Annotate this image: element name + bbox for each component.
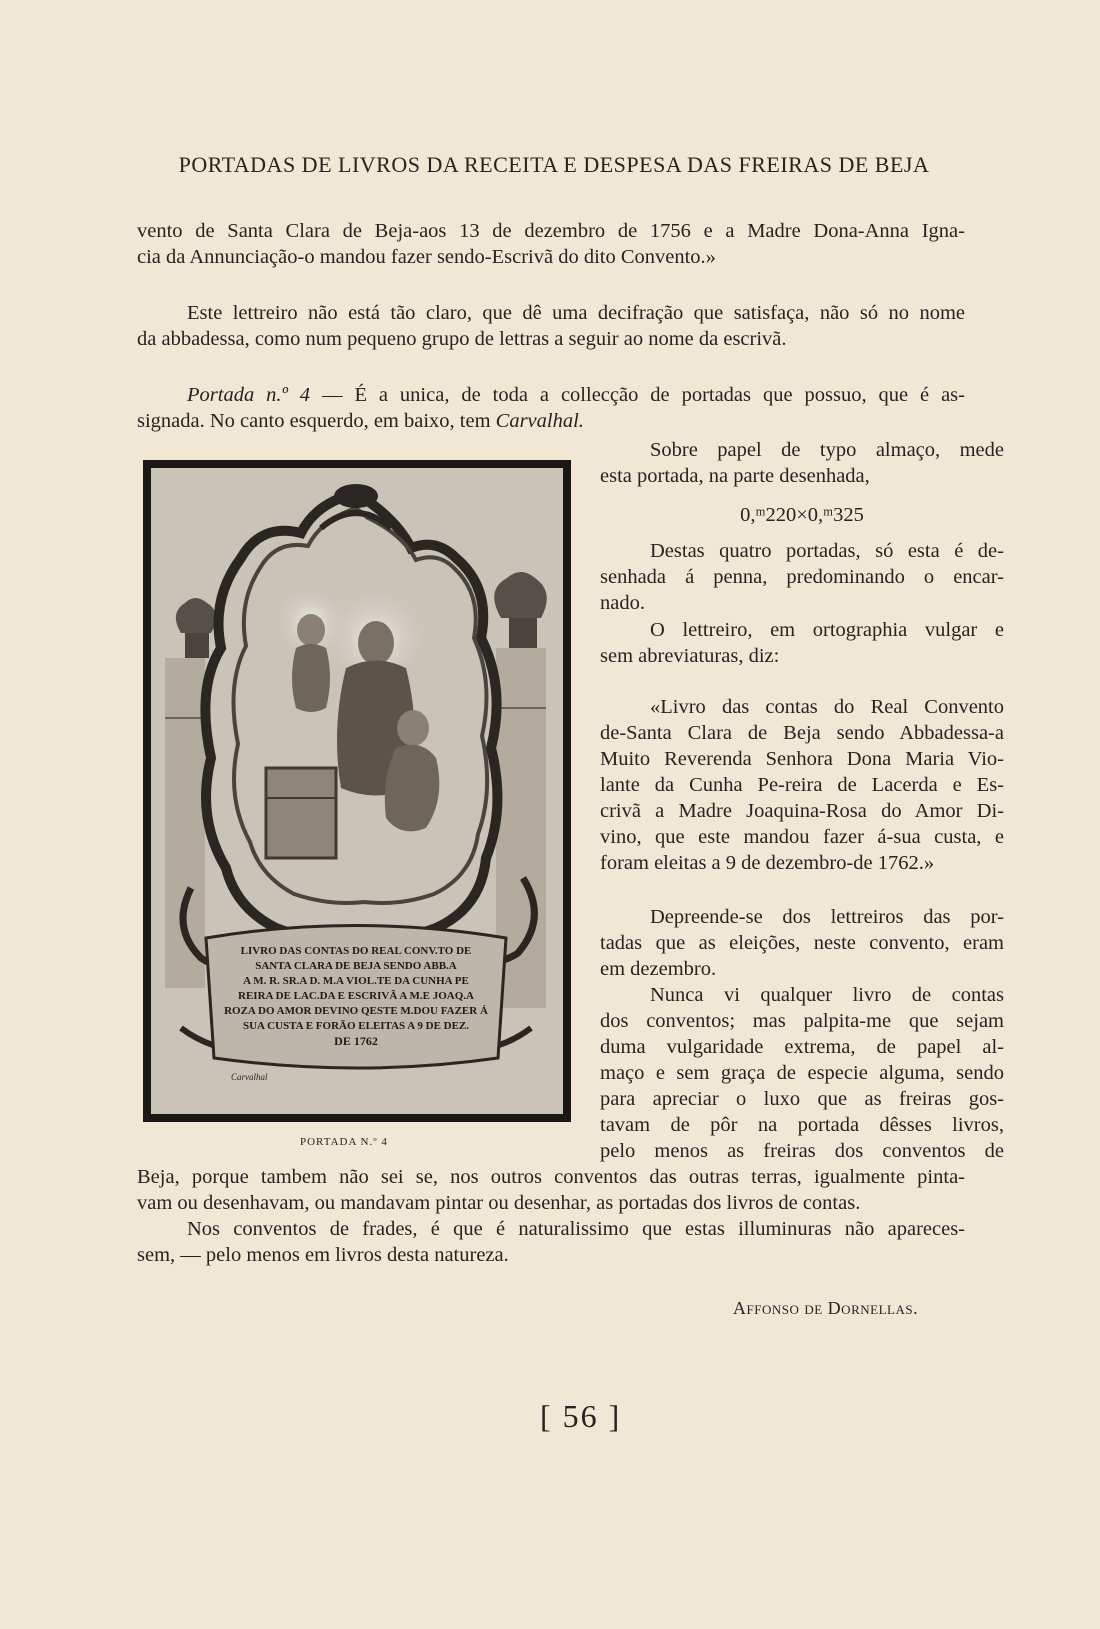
paragraph-line: vam ou desenhavam, ou mandavam pintar ou desenhar, as portadas dos livros de contas. [137, 1192, 861, 1214]
measurement-value: 0,ᵐ220×0,ᵐ325 [740, 504, 864, 526]
inscription-line: SUA CUSTA E FORÃO ELEITAS A 9 DE DEZ. [242, 1020, 470, 1032]
paragraph-line: Nunca vi qualquer livro de contas [650, 984, 1004, 1006]
signature-mention: Carvalhal. [495, 410, 584, 432]
paragraph-line: para apreciar o luxo que as freiras gos- [600, 1088, 1004, 1110]
paragraph-line: tadas que as eleições, neste convento, eram [600, 932, 1004, 954]
quote-line: Muito Reverenda Senhora Dona Maria Vio- [600, 748, 1004, 770]
side-paragraph-3 [600, 617, 1004, 669]
paragraph-line: Depreende-se dos lettreiros das por- [650, 906, 1004, 928]
paragraph-line: tavam de pôr na portada dêsses livros, [600, 1114, 1004, 1136]
paragraph-line: Este lettreiro não está tão claro, que dê uma decifração que satisfaça, não só no nome [187, 302, 965, 324]
measurement [600, 502, 1004, 528]
quoted-inscription [600, 694, 1004, 876]
paragraph-line: dos conventos; mas palpita-me que sejam [600, 1010, 1004, 1032]
quote-line: «Livro das contas do Real Convento [650, 696, 1004, 718]
paragraph-line: Nos conventos de frades, é que é naturalissimo que estas illuminuras não apareces- [187, 1218, 965, 1240]
full-paragraph-1 [137, 1164, 965, 1216]
side-paragraph-5 [600, 982, 1004, 1164]
inscription-line: LIVRO DAS CONTAS DO REAL CONV.TO DE [240, 945, 472, 957]
engraving-image [151, 468, 563, 1114]
paragraph-2 [137, 300, 965, 352]
portada-illustration [143, 460, 571, 1122]
paragraph-line: sem, — pelo menos em livros desta natureza. [137, 1244, 509, 1266]
quote-line: crivã a Madre Joaquina-Rosa do Amor Di- [600, 800, 1004, 822]
quote-line: de-Santa Clara de Beja sendo Abbadessa-a [600, 722, 1004, 744]
inscription-line: A M. R. SR.A D. M.A VIOL.TE DA CUNHA PE [243, 975, 469, 987]
side-paragraph-2 [600, 538, 1004, 616]
paragraph-line: Sobre papel de typo almaço, mede [650, 439, 1004, 461]
paragraph-line: sem abreviaturas, diz: [600, 645, 780, 667]
quote-line: lante da Cunha Pe-reira de Lacerda e Es- [600, 774, 1004, 796]
engraving-drawing [151, 468, 563, 1114]
paragraph-line: O lettreiro, em ortographia vulgar e [650, 619, 1004, 641]
quote-line: foram eleitas a 9 de dezembro-de 1762.» [600, 852, 935, 874]
italic-lead: Portada n.º 4 [187, 384, 311, 406]
inscription-line: ROZA DO AMOR DEVINO QESTE M.DOU FAZER Á [224, 1005, 488, 1017]
inscription-line: SANTA CLARA DE BEJA SENDO ABB.A [255, 960, 457, 972]
quote-line: vino, que este mandou fazer á-sua custa, e [600, 826, 1004, 848]
side-paragraph-1 [600, 437, 1004, 489]
page-number: [ 56 ] [540, 1398, 622, 1434]
paragraph-line: maço e sem graça de especie alguma, sendo [600, 1062, 1004, 1084]
paragraph-line: esta portada, na parte desenhada, [600, 465, 870, 487]
paragraph-3 [137, 382, 965, 434]
inscription-line: DE 1762 [334, 1034, 378, 1048]
artist-signature: Carvalhal [231, 1072, 268, 1082]
full-paragraph-2 [137, 1216, 965, 1268]
figure-caption: PORTADA N.º 4 [300, 1136, 388, 1148]
paragraph-line: cia da Annunciação-o mandou fazer sendo-Escrivã do dito Convento.» [137, 246, 716, 268]
line2-start: signada. No canto esquerdo, em baixo, tem [137, 410, 496, 432]
author-signature: Affonso de Dornellas. [733, 1298, 919, 1318]
side-paragraph-4 [600, 904, 1004, 982]
running-head: PORTADAS DE LIVROS DA RECEITA E DESPESA DAS FREIRAS DE BEJA [178, 152, 930, 177]
paragraph-1 [137, 218, 965, 270]
paragraph-line: duma vulgaridade extrema, de papel al- [600, 1036, 1004, 1058]
lead-rest: — É a unica, de toda a collecção de portadas que possuo, que é as- [310, 384, 965, 406]
paragraph-line: nado. [600, 592, 645, 614]
paragraph-line: vento de Santa Clara de Beja-aos 13 de dezembro de 1756 e a Madre Dona-Anna Igna- [137, 220, 965, 242]
paragraph-line: senhada á penna, predominando o encar- [600, 566, 1004, 588]
paragraph-line: em dezembro. [600, 958, 717, 980]
paragraph-line: da abbadessa, como num pequeno grupo de lettras a seguir ao nome da escrivã. [137, 328, 787, 350]
paragraph-line [137, 408, 965, 434]
paragraph-line: pelo menos as freiras dos conventos de [600, 1140, 1004, 1162]
paragraph-line: Destas quatro portadas, só esta é de- [650, 540, 1004, 562]
paragraph-line [137, 382, 965, 408]
paragraph-line: Beja, porque tambem não sei se, nos outros conventos das outras terras, igualmente pinta- [137, 1166, 965, 1188]
inscription-line: REIRA DE LAC.DA E ESCRIVÃ A M.E JOAQ.A [238, 990, 474, 1002]
